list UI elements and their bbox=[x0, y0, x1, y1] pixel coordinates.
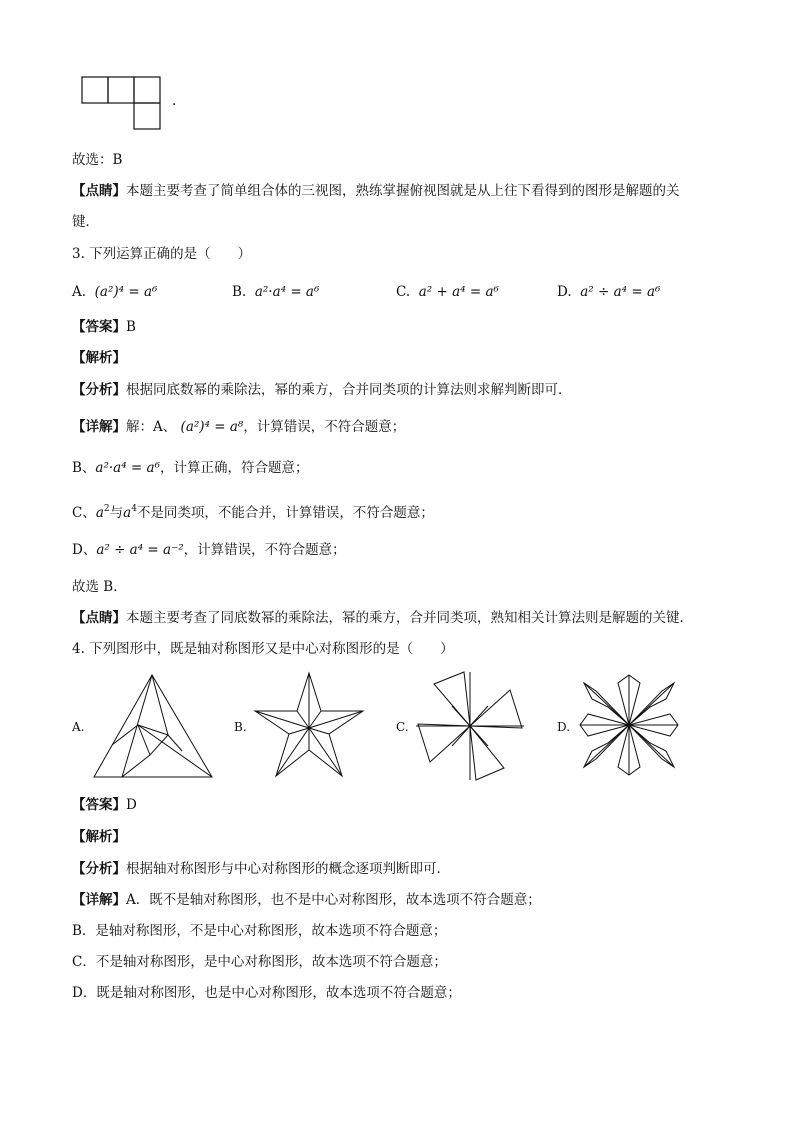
q4-detail-a bbox=[72, 891, 541, 909]
answer-tag: 【答案】 bbox=[72, 319, 126, 335]
q3-detail-b-expr: a²·a⁴ = a⁶ bbox=[95, 460, 160, 476]
q4-detail-b: B．是轴对称图形，不是中心对称图形，故本选项不符合题意； bbox=[72, 923, 447, 939]
q3-option-c bbox=[396, 283, 499, 301]
q3-detail-b-text: ，计算正确，符合题意； bbox=[160, 460, 309, 476]
figure-c-pinwheel bbox=[414, 670, 526, 782]
q3-answer-value: B bbox=[126, 319, 136, 335]
q2-comment-text: 本题主要考查了简单组合体的三视图，熟练掌握俯视图就是从上往下看得到的图形是解题的关 bbox=[126, 183, 680, 199]
q3-option-c-label: C. bbox=[396, 284, 411, 300]
q2-comment-line bbox=[72, 182, 680, 200]
q3-detail-d-expr: a² ÷ a⁴ = a⁻² bbox=[96, 542, 184, 558]
q4-option-b-label: B. bbox=[234, 720, 247, 734]
q3-comment bbox=[72, 609, 693, 627]
q3-detail-a-text: ，计算错误，不符合题意； bbox=[243, 419, 406, 435]
figure-d-flower bbox=[578, 673, 680, 777]
q3-detail-d-text: ，计算错误，不符合题意； bbox=[183, 542, 346, 558]
q4-detail-d: D．既是轴对称图形，也是中心对称图形，故本选项不符合题意； bbox=[72, 985, 461, 1001]
q3-option-d-label: D. bbox=[557, 284, 572, 300]
q4-detail-a-text: A．既不是轴对称图形，也不是中心对称图形，故本选项不符合题意； bbox=[126, 892, 541, 908]
figure-b-star bbox=[252, 670, 366, 780]
q4-fenxi-text: 根据轴对称图形与中心对称图形的概念逐项判断即可． bbox=[126, 861, 450, 877]
q4-fenxi bbox=[72, 860, 450, 878]
q4-answer bbox=[72, 796, 137, 814]
q3-fenxi-text: 根据同底数幂的乘除法，幂的乘方，合并同类项的计算法则求解判断即可． bbox=[126, 382, 572, 398]
figure-a-triangle bbox=[92, 673, 214, 779]
comment-tag: 【点睛】 bbox=[72, 610, 126, 626]
q3-analysis-tag: 【解析】 bbox=[72, 350, 126, 366]
q3-option-b bbox=[232, 283, 319, 301]
q3-detail-c-prefix: C、 bbox=[72, 505, 96, 521]
q4-option-a-label: A. bbox=[72, 720, 85, 734]
q3-detail-b bbox=[72, 459, 309, 477]
q3-detail-c bbox=[72, 500, 434, 522]
q2-answer-line: 故选：B bbox=[72, 152, 123, 168]
q3-option-a-expr: (a²)⁴ = a⁶ bbox=[94, 284, 158, 300]
q3-option-c-expr: a² + a⁴ = a⁶ bbox=[418, 284, 499, 300]
q3-detail-a-expr: (a²)⁴ = a⁸ bbox=[180, 419, 244, 435]
q3-choose: 故选 B． bbox=[72, 579, 127, 595]
q3-fenxi bbox=[72, 381, 572, 399]
q3-option-a-label: A. bbox=[72, 284, 87, 300]
q3-option-d-expr: a² ÷ a⁴ = a⁶ bbox=[580, 284, 661, 300]
q4-stem: 4. 下列图形中，既是轴对称图形又是中心对称图形的是（ ） bbox=[72, 641, 454, 657]
q3-detail-c-term1: $a^2$ bbox=[95, 504, 110, 521]
q3-comment-text: 本题主要考查了同底数幂的乘除法，幂的乘方，合并同类项，熟知相关计算法则是解题的关键． bbox=[126, 610, 693, 626]
fenxi-tag: 【分析】 bbox=[72, 861, 126, 877]
q3-detail-c-mid: 与 bbox=[109, 505, 124, 521]
q3-stem: 3. 下列运算正确的是（ ） bbox=[72, 246, 252, 262]
q3-detail-b-prefix: B、 bbox=[72, 460, 96, 476]
q3-detail-a bbox=[72, 418, 405, 436]
q4-detail-c: C．不是轴对称图形，是中心对称图形，故本选项不符合题意； bbox=[72, 954, 447, 970]
q3-answer bbox=[72, 318, 136, 336]
q3-option-a bbox=[72, 283, 157, 301]
q3-detail-d bbox=[72, 541, 346, 559]
q4-analysis-tag: 【解析】 bbox=[72, 829, 126, 845]
comment-tag: 【点睛】 bbox=[72, 183, 126, 199]
q4-option-c-label: C. bbox=[396, 720, 409, 734]
fenxi-tag: 【分析】 bbox=[72, 382, 126, 398]
xiangjie-tag: 【详解】 bbox=[72, 892, 126, 908]
answer-tag: 【答案】 bbox=[72, 797, 126, 813]
q3-option-b-expr: a²·a⁴ = a⁶ bbox=[254, 284, 320, 300]
xiangjie-tag: 【详解】 bbox=[72, 419, 126, 435]
q3-detail-a-prefix: 解：A、 bbox=[126, 419, 177, 435]
figure-trailing-dot: . bbox=[172, 93, 177, 109]
q3-detail-d-prefix: D、 bbox=[72, 542, 97, 558]
q2-comment-cont: 键． bbox=[72, 214, 99, 230]
top-view-figure bbox=[80, 76, 164, 132]
q3-option-d bbox=[557, 283, 660, 301]
q4-answer-value: D bbox=[126, 797, 137, 813]
q3-detail-c-text: 不是同类项，不能合并，计算错误，不符合题意； bbox=[136, 505, 434, 521]
q3-detail-c-term2: $a^4$ bbox=[123, 504, 137, 521]
q4-option-d-label: D. bbox=[557, 720, 571, 734]
q3-option-b-label: B. bbox=[232, 284, 247, 300]
